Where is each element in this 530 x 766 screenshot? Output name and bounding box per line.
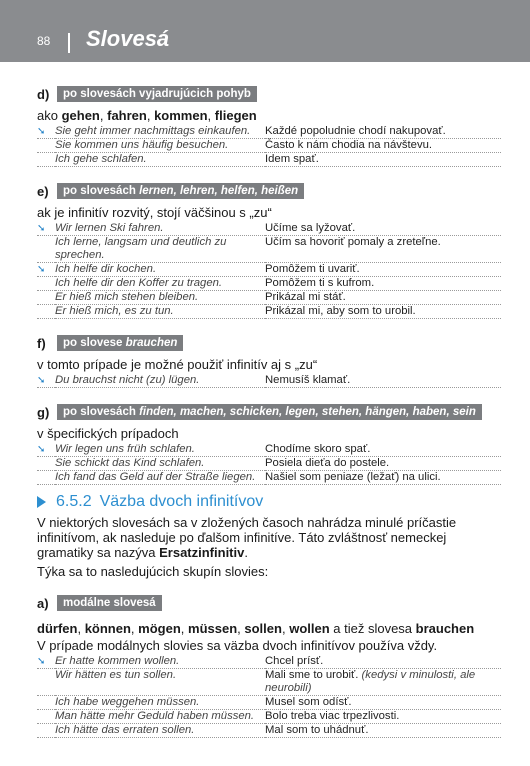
- arrow-marker-icon: [37, 669, 55, 696]
- example-table-f: [37, 374, 501, 388]
- translation-text: Chcel prísť.: [265, 655, 324, 667]
- section-letter: d): [37, 86, 50, 102]
- example-row: [37, 669, 501, 696]
- slovak-translation: [265, 655, 501, 669]
- translation-text: Prikázal mi, aby som to urobil.: [265, 305, 416, 317]
- verb: müssen: [188, 621, 238, 636]
- slovak-translation: [265, 305, 501, 319]
- triangle-bullet-icon: [37, 496, 46, 508]
- example-row: [37, 471, 501, 485]
- german-example: Er hieß mich, es zu tun.: [55, 305, 265, 319]
- section-label: [57, 335, 183, 351]
- section-f-heading: [37, 335, 501, 351]
- german-example: Er hieß mich stehen bleiben.: [55, 291, 265, 305]
- arrow-marker-icon: [37, 696, 55, 710]
- german-example: Wir legen uns früh schlafen.: [55, 443, 265, 457]
- subsection-paragraph: [37, 515, 501, 560]
- slovak-translation: [265, 710, 501, 724]
- translation-text: Musel som odísť.: [265, 696, 352, 708]
- slovak-translation: [265, 457, 501, 471]
- label-plain: po slovesách: [63, 185, 140, 197]
- translation-text: Učím sa hovoriť pomaly a zreteľne.: [265, 236, 441, 248]
- arrow-marker-icon: ➘: [37, 125, 55, 139]
- section-e-heading: [37, 183, 501, 199]
- arrow-marker-icon: [37, 305, 55, 319]
- section-f-intro: v tomto prípade je možné použiť infinitív aj s „zu“: [37, 357, 318, 372]
- verb: gehen: [61, 108, 100, 123]
- verb: können: [84, 621, 131, 636]
- label-italic: finden, machen, schicken, legen, stehen, hängen, haben, sein: [139, 406, 476, 418]
- example-row: [37, 263, 501, 277]
- translation-text: Mali sme to urobiť.: [265, 669, 362, 681]
- label-plain: po slovese: [63, 337, 126, 349]
- section-a-verbs: dürfen, können, mögen, müssen, sollen, wollen a tiež slovesa brauchen: [37, 621, 475, 636]
- slovak-translation: [265, 471, 501, 485]
- slovak-translation: [265, 669, 501, 696]
- para-text: V niektorých slovesách sa v zložených časoch nahrádza minulé príčastie infinitívom, ak nasleduje po ďalšom infinitíve. Táto zvláštnosť nemeckej gramatiky sa nazýva: [37, 515, 457, 560]
- arrow-marker-icon: [37, 710, 55, 724]
- translation-text: Chodíme skoro spať.: [265, 443, 371, 455]
- german-example: Sie schickt das Kind schlafen.: [55, 457, 265, 471]
- section-a-heading: [37, 595, 501, 611]
- example-row: [37, 139, 501, 153]
- section-label: [57, 404, 482, 420]
- example-table-a: [37, 655, 501, 738]
- section-g-heading: [37, 404, 501, 420]
- section-letter: g): [37, 404, 50, 420]
- translation-text: Pomôžem ti uvariť.: [265, 263, 360, 275]
- subsection-paragraph-2: Týka sa to nasledujúcich skupín slovies:: [37, 564, 269, 579]
- label-italic: lernen, lehren, helfen, heißen: [139, 185, 299, 197]
- verb: sollen: [244, 621, 282, 636]
- example-table-g: [37, 443, 501, 485]
- german-example: Ich hätte das erraten sollen.: [55, 724, 265, 738]
- section-g-intro: v špecifických prípadoch: [37, 426, 179, 441]
- slovak-translation: [265, 222, 501, 236]
- subsection-number: 6.5.2: [56, 493, 92, 510]
- chapter-title: Slovesá: [86, 26, 170, 51]
- section-d-heading: [37, 86, 501, 102]
- german-example: Er hatte kommen wollen.: [55, 655, 265, 669]
- example-row: [37, 305, 501, 319]
- arrow-marker-icon: [37, 139, 55, 153]
- german-example: Wir hätten es tun sollen.: [55, 669, 265, 696]
- slovak-translation: [265, 724, 501, 738]
- term-bold: Ersatzinfinitiv: [159, 545, 245, 560]
- example-row: [37, 374, 501, 388]
- german-example: Ich fand das Geld auf der Straße liegen.: [55, 471, 265, 485]
- section-d-intro: ako gehen, fahren, kommen, fliegen: [37, 108, 257, 123]
- section-label: [57, 183, 304, 199]
- example-row: [37, 125, 501, 139]
- example-row: [37, 153, 501, 167]
- section-letter: f): [37, 335, 46, 351]
- arrow-marker-icon: ➘: [37, 655, 55, 669]
- slovak-translation: [265, 443, 501, 457]
- example-row: [37, 724, 501, 738]
- arrow-marker-icon: [37, 236, 55, 263]
- german-example: Ich helfe dir den Koffer zu tragen.: [55, 277, 265, 291]
- translation-text: Prikázal mi stáť.: [265, 291, 346, 303]
- translation-text: Pomôžem ti s kufrom.: [265, 277, 375, 289]
- slovak-translation: [265, 374, 501, 388]
- german-example: Ich gehe schlafen.: [55, 153, 265, 167]
- page-number: 88: [37, 34, 51, 48]
- german-example: Wir lernen Ski fahren.: [55, 222, 265, 236]
- page-content: [37, 76, 501, 738]
- verb: brauchen: [415, 621, 475, 636]
- slovak-translation: [265, 153, 501, 167]
- translation-text: Našiel som peniaze (ležať) na ulici.: [265, 471, 441, 483]
- example-row: [37, 222, 501, 236]
- translation-text: Bolo treba viac trpezlivosti.: [265, 710, 400, 722]
- slovak-translation: [265, 125, 501, 139]
- section-label: po slovesách vyjadrujúcich pohyb: [57, 86, 257, 102]
- german-example: Ich habe weggehen müssen.: [55, 696, 265, 710]
- subsection-heading: [37, 493, 501, 511]
- arrow-marker-icon: [37, 457, 55, 471]
- example-row: [37, 457, 501, 471]
- page-header: [0, 0, 530, 62]
- slovak-translation: [265, 291, 501, 305]
- example-table-e: [37, 222, 501, 319]
- example-row: [37, 655, 501, 669]
- german-example: Ich lerne, langsam und deutlich zu sprechen.: [55, 236, 265, 263]
- verb: dürfen: [37, 621, 78, 636]
- example-row: [37, 710, 501, 724]
- arrow-marker-icon: ➘: [37, 443, 55, 457]
- translation-text: Mal som to uhádnuť.: [265, 724, 369, 736]
- german-example: Du brauchst nicht (zu) lügen.: [55, 374, 265, 388]
- verb: wollen: [289, 621, 330, 636]
- arrow-marker-icon: [37, 291, 55, 305]
- german-example: Man hätte mehr Geduld haben müssen.: [55, 710, 265, 724]
- arrow-marker-icon: ➘: [37, 263, 55, 277]
- translation-text: Často k nám chodia na návštevu.: [265, 139, 433, 151]
- verb: mögen: [138, 621, 181, 636]
- translation-text: Nemusíš klamať.: [265, 374, 351, 386]
- verb: kommen: [154, 108, 208, 123]
- example-row: [37, 277, 501, 291]
- example-row: [37, 443, 501, 457]
- arrow-marker-icon: ➘: [37, 374, 55, 388]
- section-label: modálne slovesá: [57, 595, 162, 611]
- translation-note: (kedysi v minulosti, ale neurobili): [265, 669, 476, 694]
- example-row: [37, 236, 501, 263]
- intro-prefix: ako: [37, 108, 62, 123]
- slovak-translation: [265, 236, 501, 263]
- header-divider: [68, 33, 70, 53]
- german-example: Sie kommen uns häufig besuchen.: [55, 139, 265, 153]
- label-italic: brauchen: [125, 337, 178, 349]
- translation-text: Každé popoludnie chodí nakupovať.: [265, 125, 446, 137]
- arrow-marker-icon: [37, 471, 55, 485]
- translation-text: Idem spať.: [265, 153, 319, 165]
- arrow-marker-icon: [37, 724, 55, 738]
- section-letter: e): [37, 183, 49, 199]
- slovak-translation: [265, 277, 501, 291]
- german-example: Sie geht immer nachmittags einkaufen.: [55, 125, 265, 139]
- section-a-intro: V prípade modálnych slovies sa väzba dvoch infinitívov používa vždy.: [37, 638, 438, 653]
- german-example: Ich helfe dir kochen.: [55, 263, 265, 277]
- arrow-marker-icon: [37, 153, 55, 167]
- also-text: a tiež slovesa: [329, 621, 416, 636]
- slovak-translation: [265, 263, 501, 277]
- example-row: [37, 696, 501, 710]
- slovak-translation: [265, 139, 501, 153]
- translation-text: Učíme sa lyžovať.: [265, 222, 356, 234]
- translation-text: Posiela dieťa do postele.: [265, 457, 390, 469]
- label-plain: po slovesách: [63, 406, 140, 418]
- example-table-d: [37, 125, 501, 167]
- arrow-marker-icon: [37, 277, 55, 291]
- example-row: [37, 291, 501, 305]
- subsection-title: Väzba dvoch infinitívov: [99, 493, 264, 510]
- verb: fahren: [107, 108, 147, 123]
- arrow-marker-icon: ➘: [37, 222, 55, 236]
- section-e-intro: ak je infinitív rozvitý, stojí väčšinou s „zu“: [37, 205, 272, 220]
- section-letter: a): [37, 595, 49, 611]
- para-end: .: [244, 545, 248, 560]
- verb: fliegen: [214, 108, 257, 123]
- slovak-translation: [265, 696, 501, 710]
